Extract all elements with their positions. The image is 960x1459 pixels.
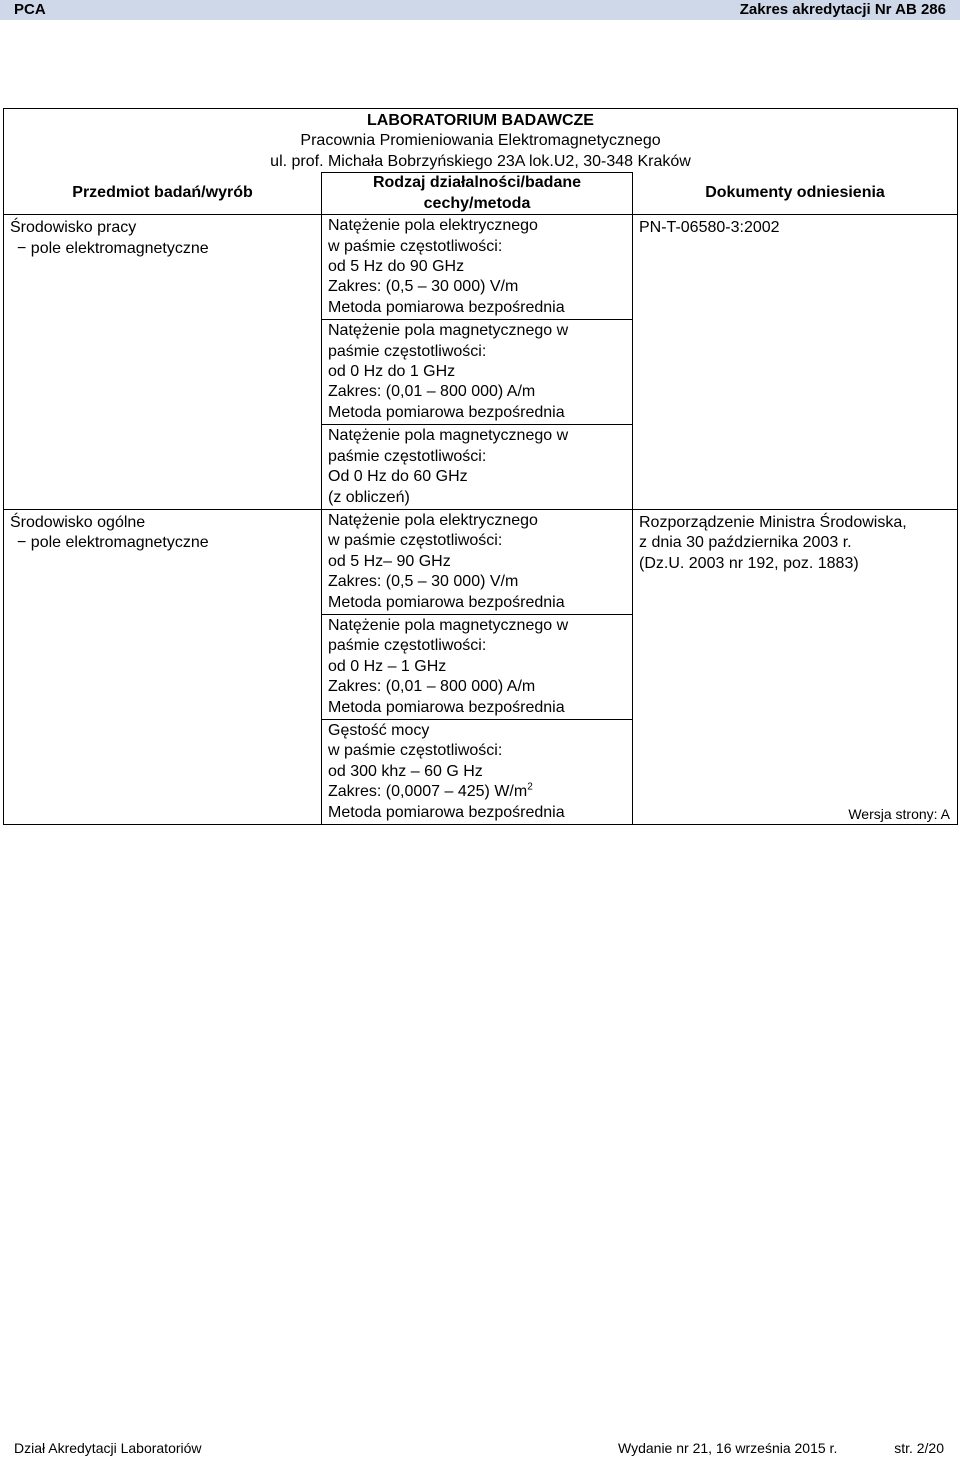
method-line: od 0 Hz – 1 GHz	[328, 657, 447, 675]
footer-page-number: str. 2/20	[894, 1440, 944, 1456]
lab-header	[4, 109, 958, 173]
method-line: (z obliczeń)	[328, 488, 410, 506]
method-line: od 300 khz – 60 G Hz	[328, 762, 483, 780]
column-header-object: Przedmiot badań/wyrób	[4, 173, 322, 215]
method-range-text: Zakres: (0,0007 – 425) W/m	[328, 783, 528, 801]
method-line	[328, 782, 632, 802]
accreditation-table	[3, 108, 958, 825]
method-line: Natężenie pola magnetycznego w	[328, 322, 569, 340]
header-title: Zakres akredytacji Nr AB 286	[739, 1, 946, 18]
methods-cell	[322, 215, 633, 510]
methods-list	[322, 215, 632, 509]
doc-reference: Rozporządzenie Ministra Środowiska,	[639, 513, 907, 531]
column-header-docs: Dokumenty odniesienia	[633, 173, 958, 215]
method-item	[322, 425, 632, 509]
lab-address: ul. prof. Michała Bobrzyńskiego 23A lok.U2, 30-348 Kraków	[270, 152, 691, 170]
page-footer	[0, 1438, 960, 1459]
object-subtype: − pole elektromagnetyczne	[17, 534, 209, 552]
footer-department: Dział Akredytacji Laboratoriów	[14, 1440, 202, 1456]
method-line: Zakres: (0,5 – 30 000) V/m	[328, 573, 519, 591]
method-line: Natężenie pola elektrycznego	[328, 217, 538, 235]
object-cell	[4, 509, 322, 824]
object-name: Środowisko pracy	[10, 219, 137, 237]
method-line: Zakres: (0,01 – 800 000) A/m	[328, 383, 536, 401]
header-org: PCA	[14, 1, 46, 18]
method-line: Natężenie pola elektrycznego	[328, 511, 538, 529]
method-item	[322, 510, 632, 615]
column-header-activity	[322, 173, 633, 215]
lab-unit: Pracownia Promieniowania Elektromagnetycznego	[300, 132, 661, 150]
method-line: Metoda pomiarowa bezpośrednia	[328, 803, 565, 821]
method-line: paśmie częstotliwości:	[328, 637, 487, 655]
method-item	[322, 215, 632, 320]
method-line: Natężenie pola magnetycznego w	[328, 427, 569, 445]
method-line: od 5 Hz– 90 GHz	[328, 552, 451, 570]
methods-list	[322, 510, 632, 824]
method-line: w paśmie częstotliwości:	[328, 237, 503, 255]
footer-edition: Wydanie nr 21, 16 września 2015 r.	[618, 1440, 838, 1456]
method-item	[322, 614, 632, 719]
method-item	[322, 719, 632, 824]
method-line: Od 0 Hz do 60 GHz	[328, 468, 468, 486]
object-subtype: − pole elektromagnetyczne	[17, 239, 209, 257]
method-line: Zakres: (0,5 – 30 000) V/m	[328, 278, 519, 296]
doc-reference: z dnia 30 października 2003 r.	[639, 534, 852, 552]
method-line: Zakres: (0,01 – 800 000) A/m	[328, 678, 536, 696]
doc-reference: PN-T-06580-3:2002	[639, 219, 780, 237]
methods-cell	[322, 509, 633, 824]
method-line: Metoda pomiarowa bezpośrednia	[328, 403, 565, 421]
method-line: Gęstość mocy	[328, 721, 430, 739]
method-line: od 5 Hz do 90 GHz	[328, 258, 465, 276]
method-line: Metoda pomiarowa bezpośrednia	[328, 593, 565, 611]
method-line: Natężenie pola magnetycznego w	[328, 616, 569, 634]
method-line: w paśmie częstotliwości:	[328, 532, 503, 550]
method-line: paśmie częstotliwości:	[328, 342, 487, 360]
column-header-activity-l2: cechy/metoda	[423, 194, 531, 212]
method-line: paśmie częstotliwości:	[328, 447, 487, 465]
doc-cell	[633, 215, 958, 510]
doc-cell	[633, 509, 958, 824]
page-version: Wersja strony: A	[848, 806, 950, 822]
method-line: Metoda pomiarowa bezpośrednia	[328, 298, 565, 316]
method-item	[322, 320, 632, 425]
lab-title: LABORATORIUM BADAWCZE	[367, 112, 594, 129]
column-header-activity-l1: Rodzaj działalności/badane	[372, 174, 582, 192]
object-name: Środowisko ogólne	[10, 513, 146, 531]
object-cell	[4, 215, 322, 510]
method-line: Metoda pomiarowa bezpośrednia	[328, 698, 565, 716]
page-header	[0, 0, 960, 20]
method-line: od 0 Hz do 1 GHz	[328, 363, 456, 381]
doc-reference: (Dz.U. 2003 nr 192, poz. 1883)	[639, 554, 859, 572]
method-line: w paśmie częstotliwości:	[328, 742, 503, 760]
unit-superscript: 2	[527, 781, 533, 793]
